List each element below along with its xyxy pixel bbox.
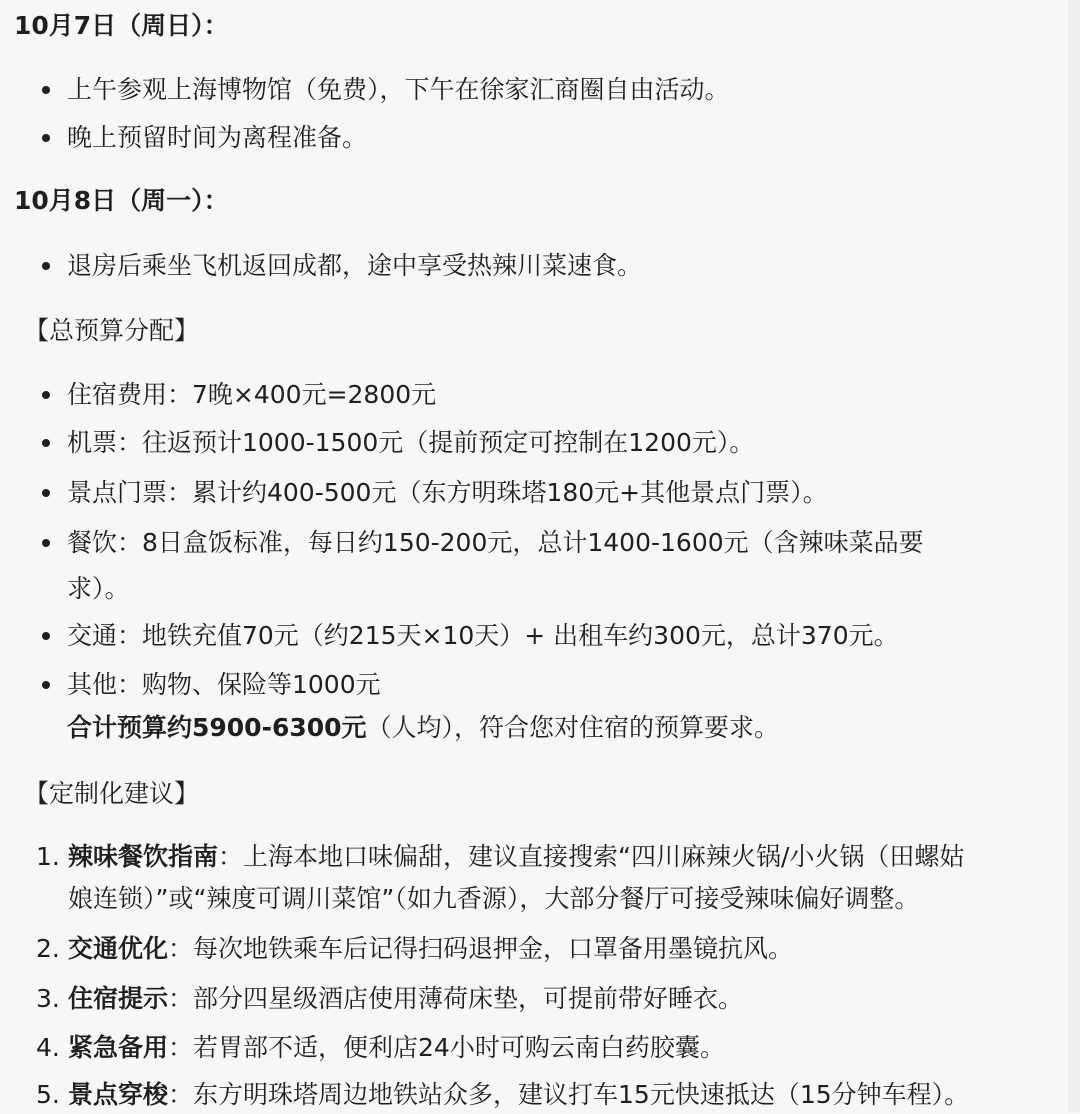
list-item-text: 退房后乘坐飞机返回成都，途中享受热辣川菜速食。 bbox=[67, 251, 643, 280]
bullet-dot bbox=[42, 632, 50, 640]
suggestions-heading: 【定制化建议】 bbox=[24, 779, 200, 808]
suggestion-title: 辣味餐饮指南 bbox=[68, 842, 219, 871]
list-number: 5. bbox=[36, 1080, 60, 1109]
suggestion-title: 景点穿梭 bbox=[68, 1080, 169, 1109]
day-heading-oct7: 10月7日（周日）： bbox=[14, 11, 229, 40]
list-item-text: 交通：地铁充值70元（约215天×10天）+ 出租车约300元，总计370元。 bbox=[67, 621, 899, 650]
bullet-dot bbox=[42, 134, 50, 142]
suggestion-text bbox=[68, 980, 743, 1018]
suggestion-body: ：部分四星级酒店使用薄荷床垫，可提前带好睡衣。 bbox=[168, 984, 744, 1013]
list-number: 2. bbox=[36, 934, 60, 963]
suggestion-body: ：每次地铁乘车后记得扫码退押金，口罩备用墨镜抗风。 bbox=[168, 934, 794, 963]
suggestion-text bbox=[68, 1076, 969, 1114]
page-edge bbox=[1068, 0, 1080, 1112]
suggestion-body: ：若胃部不适，便利店24小时可购云南白药胶囊。 bbox=[168, 1033, 725, 1062]
suggestion-body: ：上海本地口味偏甜，建议直接搜索“四川麻辣火锅/小火锅（田螺姑 bbox=[218, 842, 965, 871]
list-number: 1. bbox=[36, 842, 60, 871]
list-item-text: 其他：购物、保险等1000元 bbox=[67, 670, 381, 699]
bullet-dot bbox=[42, 539, 50, 547]
list-item-text: 景点门票：累计约400-500元（东方明珠塔180元+其他景点门票）。 bbox=[67, 478, 828, 507]
list-number: 3. bbox=[36, 984, 60, 1013]
list-item-text: 上午参观上海博物馆（免费），下午在徐家汇商圈自由活动。 bbox=[67, 75, 730, 104]
suggestion-text bbox=[68, 838, 964, 876]
list-item-text: 住宿费用：7晚×400元=2800元 bbox=[67, 380, 437, 409]
suggestion-title: 交通优化 bbox=[68, 934, 169, 963]
suggestion-text bbox=[68, 930, 793, 968]
suggestion-body-continued: 娘连锁）”或“辣度可调川菜馆”（如九香源），大部分餐厅可接受辣味偏好调整。 bbox=[68, 884, 920, 913]
list-item-text: 机票：往返预计1000-1500元（提前预定可控制在1200元）。 bbox=[67, 428, 755, 457]
bullet-dot bbox=[42, 439, 50, 447]
day-heading-oct8: 10月8日（周一）： bbox=[14, 186, 229, 215]
budget-heading: 【总预算分配】 bbox=[24, 316, 200, 345]
bullet-dot bbox=[42, 262, 50, 270]
list-item-text: 餐饮：8日盒饭标准，每日约150-200元，总计1400-1600元（含辣味菜品要 bbox=[67, 528, 924, 557]
suggestion-body: ：东方明珠塔周边地铁站众多，建议打车15元快速抵达（15分钟车程）。 bbox=[168, 1080, 970, 1109]
bullet-dot bbox=[42, 489, 50, 497]
suggestion-text bbox=[68, 1029, 725, 1067]
suggestion-title: 紧急备用 bbox=[68, 1033, 169, 1062]
list-number: 4. bbox=[36, 1033, 60, 1062]
bullet-dot bbox=[42, 391, 50, 399]
budget-total-amount: 合计预算约5900-6300元 bbox=[67, 713, 367, 742]
list-item-text-continued: 求）。 bbox=[67, 574, 130, 603]
budget-total-note: （人均），符合您对住宿的预算要求。 bbox=[366, 713, 780, 742]
suggestion-title: 住宿提示 bbox=[68, 984, 169, 1013]
bullet-dot bbox=[42, 86, 50, 94]
list-item-text: 晚上预留时间为离程准备。 bbox=[67, 123, 368, 152]
budget-total bbox=[67, 709, 779, 747]
bullet-dot bbox=[42, 681, 50, 689]
